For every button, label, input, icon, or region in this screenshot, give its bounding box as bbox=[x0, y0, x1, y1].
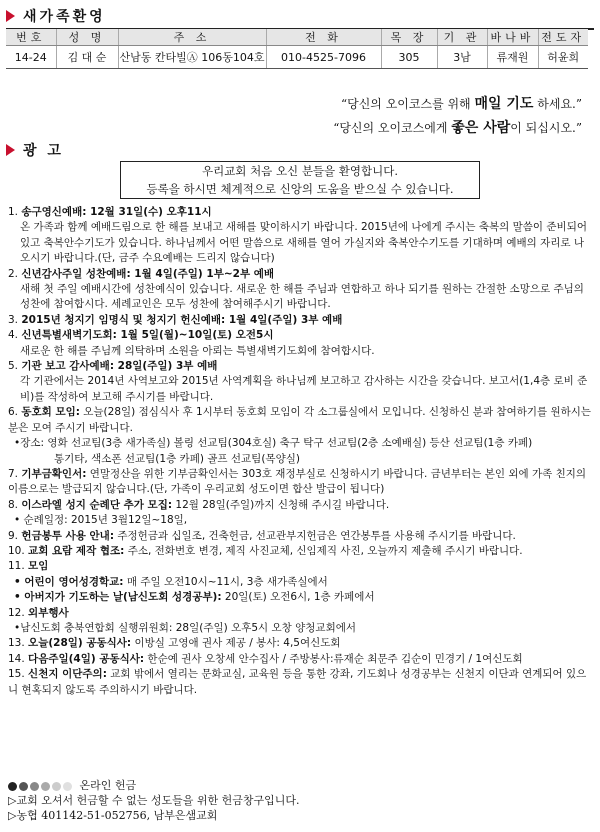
dot-row-icon bbox=[8, 782, 72, 791]
table-cell: 김 대 순 bbox=[56, 46, 118, 69]
welcome-line: 등록을 하시면 체계적으로 신앙의 도움을 받으실 수 있습니다. bbox=[146, 182, 454, 196]
announcement-text: 주정헌금과 십일조, 건축헌금, 선교관부지헌금은 연간봉투를 사용해 주시기를 바랍니다. bbox=[114, 529, 516, 542]
dot-icon bbox=[52, 782, 61, 791]
dot-icon bbox=[30, 782, 39, 791]
announcement-head: 8. 이스라엘 성지 순례단 추가 모집: 12월 28일(주일)까지 신청해 주시길 바랍니다. bbox=[8, 498, 390, 511]
announcement-subline: • 순례일정: 2015년 3월12일~18일, bbox=[14, 514, 188, 527]
announcement-head: 11. 모임 bbox=[8, 560, 49, 573]
new-family-header bbox=[6, 6, 106, 26]
announcement-head: 14. 다음주일(4일) 공동식사: 한순예 권사 오창세 안수집사 / 주방봉사:류재순 최문주 김순이 민경기 / 1여신도회 bbox=[8, 652, 523, 665]
red-triangle-icon bbox=[6, 10, 15, 22]
welcome-box bbox=[120, 161, 480, 199]
announcement-title: 오늘(28일) 공동식사: bbox=[28, 637, 132, 650]
announcement-item bbox=[8, 667, 592, 698]
announcement-body: 각 기관에서는 2014년 사역보고와 2015년 사역계획을 하나님께 보고하고 감사하는 시간을 갖습니다. 보고서(1,4층 로비 준비)를 작성하여 보고해 주시기를 바랍니다. bbox=[20, 375, 588, 403]
announcement-title: 다음주일(4일) 공동식사: bbox=[28, 652, 145, 665]
announcement-body: 온 가족과 함께 예배드림으로 한 해를 보내고 새해를 맞이하시기 바랍니다. 2015년에 나에게 주시는 축복의 말씀이 준비되어 있고 축복안수기도가 있습니다. 하나님께서 어떤 말씀으로 새해를 열어 가실지와 축복안수기도를 기대하며 예배의 자리로 나오시기 바랍니다.(단, 금주 수요예배는 드리지 않습니다) bbox=[20, 221, 587, 265]
announcement-head: 13. 오늘(28일) 공동식사: 이방실 고영애 권사 제공 / 봉사: 4,5여신도회 bbox=[8, 637, 341, 650]
announcement-title: 모임 bbox=[28, 560, 49, 573]
table-cell: 3남 bbox=[437, 46, 487, 69]
announcement-item bbox=[8, 652, 592, 667]
announcement-item bbox=[8, 544, 592, 559]
col-header: 주 소 bbox=[118, 29, 266, 46]
announcement-item bbox=[8, 606, 592, 637]
announcement-head: 12. 외부행사 bbox=[8, 606, 69, 619]
table-cell: 류재원 bbox=[487, 46, 538, 69]
quote-line: “당신의 오이코스에게 좋은 사람이 되십시오.” bbox=[333, 120, 582, 136]
announcement-title: 외부행사 bbox=[28, 606, 69, 619]
col-header: 바나바 bbox=[487, 29, 538, 46]
announcement-list bbox=[8, 205, 592, 698]
announcement-text: 이방실 고영애 권사 제공 / 봉사: 4,5여신도회 bbox=[131, 637, 341, 650]
announcement-item bbox=[8, 529, 592, 544]
online-offering-line: ▷농협 401142-51-052756, 남부은샘교회 bbox=[8, 809, 218, 822]
announcement-body: 새로운 한 해를 주님께 의탁하며 소원을 아뢰는 특별새벽기도회에 참여합시다. bbox=[20, 344, 375, 357]
table-cell: 305 bbox=[381, 46, 437, 69]
announcement-text: 12월 28일(주일)까지 신청해 주시길 바랍니다. bbox=[172, 498, 390, 511]
announcement-text: 한순예 권사 오창세 안수집사 / 주방봉사:류재순 최문주 김순이 민경기 / 1여신도회 bbox=[144, 652, 523, 665]
announcement-item bbox=[8, 467, 592, 498]
announcement-item bbox=[8, 313, 592, 328]
ads-header bbox=[6, 140, 64, 160]
dot-icon bbox=[8, 782, 17, 791]
announcement-item bbox=[8, 405, 592, 467]
announcement-head: 15. 신천지 이단주의: 교회 밖에서 열리는 문화교실, 교육원 등을 통한 강좌, 기도회나 성경공부는 신천지 이단과 연계되어 있으니 현혹되지 않도록 주의하시기 바랍니다. bbox=[8, 668, 587, 696]
announcement-head: 9. 헌금봉투 사용 안내: 주정헌금과 십일조, 건축헌금, 선교관부지헌금은 연간봉투를 사용해 주시기를 바랍니다. bbox=[8, 529, 516, 542]
announcement-title: 동호회 모임: bbox=[21, 406, 80, 419]
announcement-text: 교회 밖에서 열리는 문화교실, 교육원 등을 통한 강좌, 기도회나 성경공부는 신천지 이단과 연계되어 있으니 현혹되지 않도록 주의하시기 바랍니다. bbox=[8, 668, 587, 696]
table-cell: 010-4525-7096 bbox=[266, 46, 381, 69]
announcement-item bbox=[8, 205, 592, 267]
announcement-title: 기관 보고 감사예배: 28일(주일) 3부 예배 bbox=[21, 360, 218, 373]
announcement-subline: •남신도회 충북연합회 실행위원회: 28일(주일) 오후5시 오창 양청교회에서 bbox=[14, 621, 356, 634]
table-header-row bbox=[6, 29, 588, 46]
announcement-title: 신년감사주일 성찬예배: 1월 4일(주일) 1부~2부 예배 bbox=[21, 267, 275, 280]
welcome-line: 우리교회 처음 오신 분들을 환영합니다. bbox=[201, 164, 399, 178]
announcement-item bbox=[8, 359, 592, 405]
table-cell: 허윤희 bbox=[538, 46, 588, 69]
new-family-table bbox=[6, 29, 588, 69]
table-cell: 14-24 bbox=[6, 46, 56, 69]
announcement-title: 헌금봉투 사용 안내: bbox=[21, 529, 115, 542]
table-row bbox=[6, 46, 588, 69]
announcement-body: 새해 첫 주일 예배시간에 성찬예식이 있습니다. 새로운 한 해를 주님과 연합하고 하나 되기를 원하는 간절한 소망으로 주님의 성찬에 참여합시다. 세례교인은 모두 성찬에 참여해주시기 바랍니다. bbox=[20, 283, 584, 311]
ads-title: 광 고 bbox=[23, 143, 64, 159]
announcement-title: 2015년 청지기 임명식 및 청지기 헌신예배: 1월 4일(주일) 3부 예배 bbox=[21, 313, 343, 326]
col-header: 전도자 bbox=[538, 29, 588, 46]
oikos-quotes bbox=[333, 92, 582, 140]
announcement-head: 3. 2015년 청지기 임명식 및 청지기 헌신예배: 1월 4일(주일) 3부 예배 bbox=[8, 313, 343, 326]
dot-icon bbox=[19, 782, 28, 791]
announcement-subline: 통기타, 색소폰 선교팀(1층 카페) 골프 선교팀(목양실) bbox=[54, 452, 300, 465]
online-offering-line: ▷교회 오셔서 헌금할 수 없는 성도들을 위한 헌금창구입니다. bbox=[8, 794, 300, 807]
announcement-subline: • 아버지가 기도하는 날(남신도회 성경공부): 20일(토) 오전6시, 1층 카페에서 bbox=[14, 591, 375, 604]
announcement-head: 2. 신년감사주일 성찬예배: 1월 4일(주일) 1부~2부 예배 bbox=[8, 267, 275, 280]
announcement-item bbox=[8, 559, 592, 605]
new-family-title: 새가족환영 bbox=[23, 9, 106, 25]
quote-line: “당신의 오이코스를 위해 매일 기도 하세요.” bbox=[340, 96, 582, 112]
col-header: 전 화 bbox=[266, 29, 381, 46]
announcement-title: 송구영신예배: 12월 31일(수) 오후11시 bbox=[21, 206, 212, 218]
col-header: 성 명 bbox=[56, 29, 118, 46]
announcement-text: 오늘(28일) 점심식사 후 1시부터 동호회 모임이 각 소그룹실에서 모입니다. 신청하신 분과 참여하기를 원하시는 분은 모여 주시기 바랍니다. bbox=[8, 406, 592, 434]
dot-icon bbox=[41, 782, 50, 791]
col-header: 번호 bbox=[6, 29, 56, 46]
online-offering-title: 온라인 헌금 bbox=[79, 779, 137, 792]
announcement-title: 신년특별새벽기도회: 1월 5일(월)~10일(토) 오전5시 bbox=[21, 329, 274, 342]
announcement-item bbox=[8, 498, 592, 529]
announcement-item bbox=[8, 636, 592, 651]
announcement-item bbox=[8, 328, 592, 359]
announcement-subline: •장소: 영화 선교팀(3층 새가족실) 볼링 선교팀(304호실) 축구 탁구 선교팀(2층 소예배실) 등산 선교팀(1층 카페) bbox=[14, 437, 533, 450]
announcement-head: 4. 신년특별새벽기도회: 1월 5일(월)~10일(토) 오전5시 bbox=[8, 329, 274, 342]
announcement-title: 이스라엘 성지 순례단 추가 모집: bbox=[21, 498, 173, 511]
announcement-title: 교회 요람 제작 협조: bbox=[28, 544, 125, 557]
announcement-item bbox=[8, 267, 592, 313]
announcement-subline: • 어린이 영어성경학교: 매 주일 오전10시~11시, 3층 새가족실에서 bbox=[14, 575, 328, 588]
announcement-text: 주소, 전화번호 변경, 제직 사진교체, 신임제직 사진, 오늘까지 제출해 주시기 바랍니다. bbox=[124, 544, 523, 557]
table-cell: 산남동 칸타빌Ⓐ 106동104호 bbox=[118, 46, 266, 69]
col-header: 목 장 bbox=[381, 29, 437, 46]
announcement-head: 7. 기부금확인서: 연말정산을 위한 기부금확인서는 303호 재정부실로 신청하시기 바랍니다. 금년부터는 본인 외에 가족 친지의 이름으로는 발급되지 않습니다.(단, 가족이 우리교회 성도이면 합산 발급이 됩니다) bbox=[8, 467, 586, 496]
announcement-head: 5. 기관 보고 감사예배: 28일(주일) 3부 예배 bbox=[8, 360, 218, 373]
announcement-head: 6. 동호회 모임: 오늘(28일) 점심식사 후 1시부터 동호회 모임이 각 소그룹실에서 모입니다. 신청하신 분과 참여하기를 원하시는 분은 모여 주시기 바랍니다. bbox=[8, 406, 592, 434]
announcement-text: 연말정산을 위한 기부금확인서는 303호 재정부실로 신청하시기 바랍니다. 금년부터는 본인 외에 가족 친지의 이름으로는 발급되지 않습니다.(단, 가족이 우리교회 성도이면 합산 발급이 됩니다) bbox=[8, 467, 586, 496]
announcement-head: 1. 송구영신예배: 12월 31일(수) 오후11시 bbox=[8, 206, 212, 218]
announcement-title: 신천지 이단주의: bbox=[28, 668, 107, 681]
col-header: 기 관 bbox=[437, 29, 487, 46]
red-triangle-icon bbox=[6, 144, 15, 156]
online-offering-header bbox=[8, 778, 592, 793]
announcement-head: 10. 교회 요람 제작 협조: 주소, 전화번호 변경, 제직 사진교체, 신임제직 사진, 오늘까지 제출해 주시기 바랍니다. bbox=[8, 544, 523, 557]
online-offering bbox=[8, 778, 592, 823]
announcement-title: 기부금확인서: bbox=[21, 467, 87, 480]
dot-icon bbox=[63, 782, 72, 791]
